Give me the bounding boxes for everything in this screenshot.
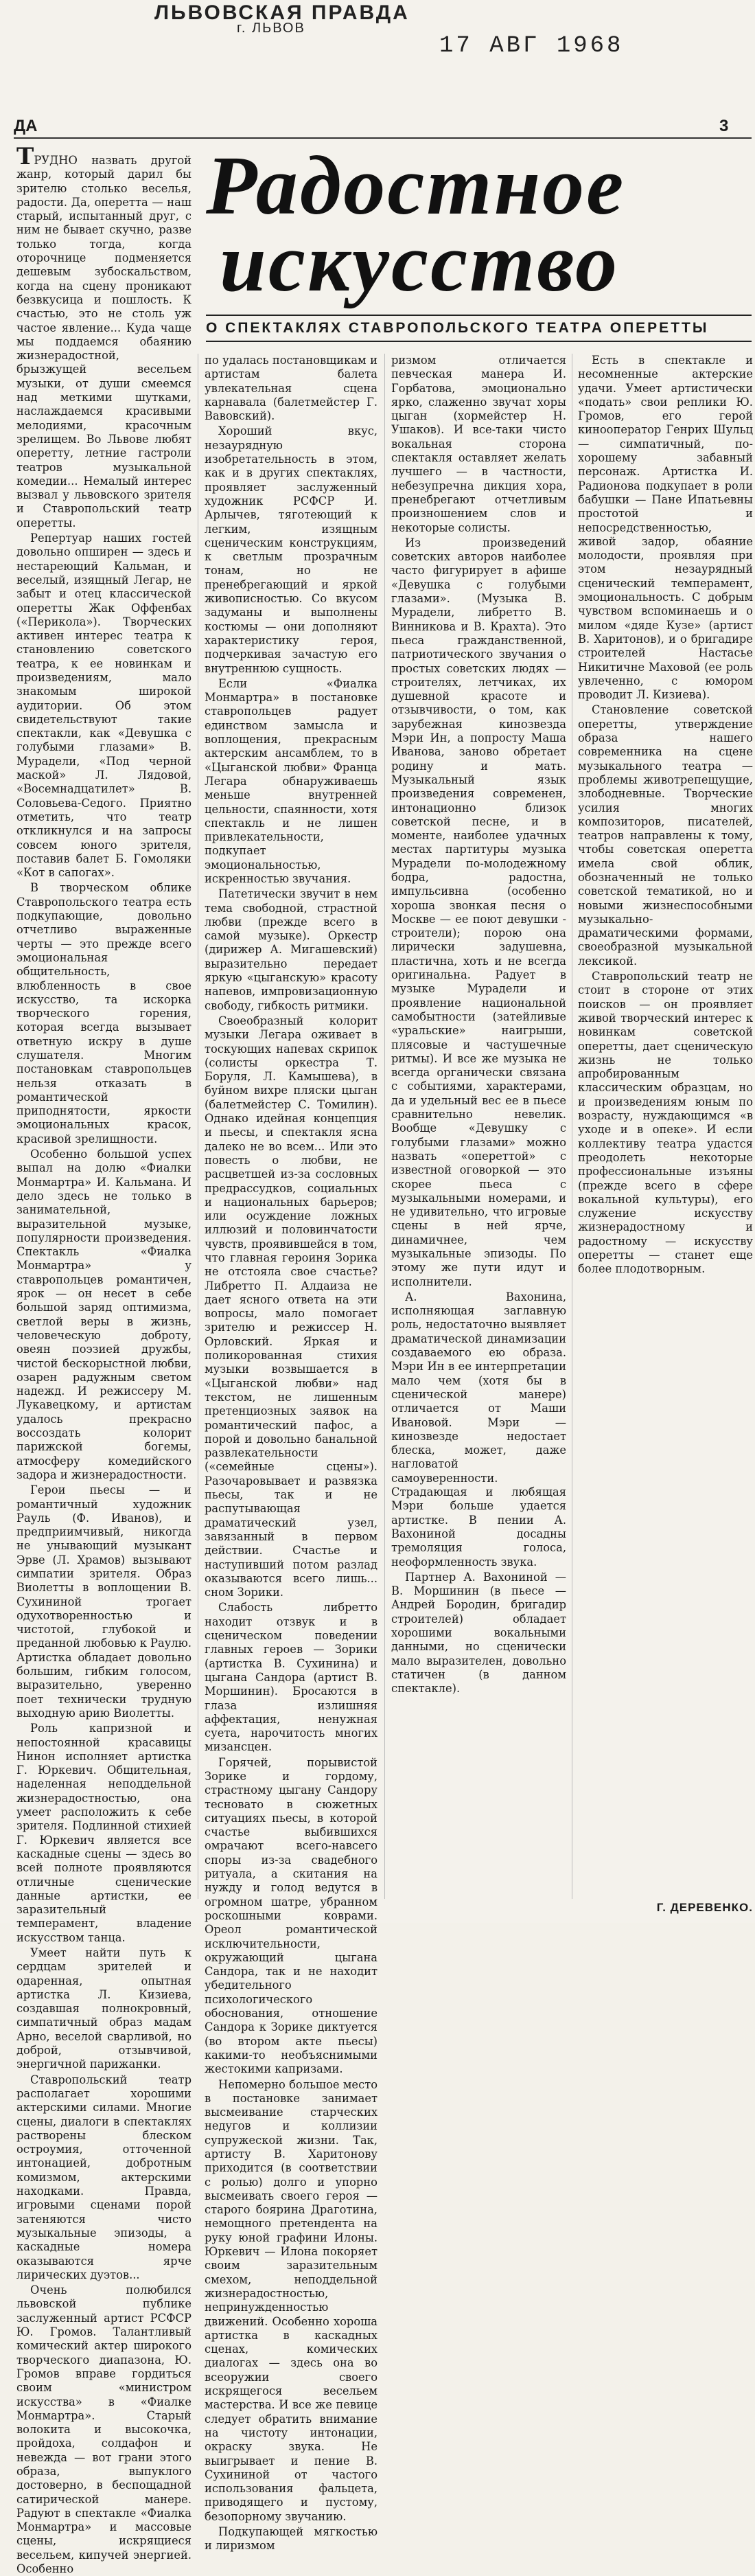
paragraph: Роль капризной и непостоянной красавицы Нинон исполняет артистка Г. Юркевич. Общительная, наделенная неподдельной жизнерадостностью, она умеет расположить к себе зрителя. Подлинной стихией Г. Юркевич является все каскадные сцены — здесь во всей полноте проявляются отличные сценические данные артистки, ее заразительный темперамент, владение искусством танца. [16, 1722, 191, 1944]
article-column-4 [578, 354, 753, 1902]
paragraph: А. Вахонина, исполняющая заглавную роль, недостаточно выявляет драматической динамизации создаваемого ею образа. Мэри Ин в ее интерпретации мало чем (хотя бы в сценической манере) отличается от Маши Ивановой. Мэри — кинозвезде недостает блеска, может, даже нагловатой самоуверенности. Страдающая и любящая Мэри больше удается артистке. В пении А. Вахониной досадны тремоляция голоса, неоформленность звука. [391, 1290, 566, 1569]
running-head-left: ДА [14, 117, 38, 135]
page-number: 3 [719, 117, 729, 135]
title-line-2: искусство [220, 216, 620, 310]
paragraph: Своеобразный колорит музыки Легара оживает в тоскующих напевах скрипок (солисты оркестра Т. Боруля, Л. Камышева), в буйном вихре пляски цыган (балетмейстер С. Томилин). Однако идейная концепция и пьесы, и спектакля ясна далеко не во всем... Или это повесть о любви, не расцветшей из-за сословных предрассудков, социальных и национальных барьеров; или осуждение ложных иллюзий и половинчатости чувств, проявившейся в том, что главная героиня Зорика не отстояла свое счастье? Либретто П. Алдаиза не дает ясного ответа на эти вопросы, мало помогает зрителю и режиссер Н. Орловский. Яркая и поликорованная стихия музыки возвышается в «Цыганской любви» над текстом, не лишенным претенциозных заявок на романтический пафос, а порой и довольно банальной развлекательности («семейные сцены»). Разочаровывает и развязка пьесы, так и не распутывающая драматический узел, завязанный в первом действии. Счастье и наступивший потом разлад оказываются всего лишь... сном Зорики. [205, 1014, 378, 1599]
newspaper-city: г. ЛЬВОВ [237, 21, 305, 36]
clipping-date: 17 АВГ 1968 [439, 33, 624, 59]
paragraph: Репертуар наших гостей довольно опширен — здесь и нестареющий Кальман, и веселый, изящный Легар, не забыт и отец классической оперетты Жак Оффенбах («Перикола»). Творческих активен интерес театра к становлению советского театра, к ее новинкам и произведениям, мало знакомым широкой аудитории. Об этом свидетельствуют такие спектакли, как «Девушка с голубыми глазами» В. Мурадели, «Под черной маской» Л. Лядовой, «Восемнадцатилет» В. Соловьева-Седого. Приятно отметить, что театр откликнулся и на запросы совсем юного зрителя, поставив балет Б. Гомоляки «Кот в сапогах». [16, 532, 191, 880]
paragraph: по удалась постановщикам и артистам балета увлекательная сцена карнавала (балетмейстер Г. Вавовский). [205, 354, 378, 423]
paragraph: Ставропольский театр не стоит в стороне от этих поисков — он проявляет живой творческий интерес к новинкам советской оперетты, дает сценическую жизнь не только апробированным классическим образцам, но и произведениям юным по возрасту, нуждающимся «в уходе и в опеке». И если коллективу театра удастся преодолеть некоторые профессиональные изъяны (прежде всего в сфере вокальной культуры), его служение искусству жизнерадостному и радостному — искусству оперетты — станет еще более плодотворным. [578, 970, 753, 1276]
paragraph: Особенно большой успех выпал на долю «Фиалки Монмартра» И. Кальмана. И дело здесь не только в занимательной, выразительной музыке, популярности произведения. Спектакль «Фиалка Монмартра» у ставропольцев романтичен, ярок — он несет в себе большой заряд оптимизма, светлой веры в жизнь, человеческую доброту, овеян поэзией дружбы, чистой бескорыстной любви, озарен радужным светом надежд. И режиссеру М. Лукавецкому, и артистам удалось прекрасно воссоздать колорит парижской богемы, атмосферу комедийского задора и жизнерадостности. [16, 1148, 191, 1481]
paragraph: ризмом отличается певческая манера И. Горбатова, эмоционально ярко, слаженно звучат хоры цыган (хормейстер Н. Ушаков). И все-таки чисто вокальная сторона спектакля оставляет желать лучшего — в частности, небезупречна дикция хора, пренебрегают отчетливым произношением слов и некоторые солисты. [391, 354, 566, 534]
paragraph: Становление советской оперетты, утверждение образа нашего современника на сцене музыкального театра — проблемы животрепещущие, злободневные. Творческие усилия многих композиторов, писателей, театров направлены к тому, чтобы советская оперетта имела свой облик, обозначенный не только советской тематикой, но и новыми жизнеспособными музыкально-драматическими формами, своеобразной музыкальной лексикой. [578, 703, 753, 968]
paragraph: Хороший вкус, незаурядную изобретательность в этом, как и в других спектаклях, проявляет заслуженный художник РСФСР И. Арлычев, тяготеющий к легким, изящным сценическим конструкциям, к светлым прозрачным тонам, но не пренебрегающий и яркой живописностью. Со вкусом задуманы и выполнены костюмы — они дополняют характеристику героя, подчеркивая зачастую его внутреннюю сущность. [205, 424, 378, 675]
header-rule [14, 137, 752, 139]
drop-cap: Т [16, 143, 34, 170]
masthead-stamp [154, 1, 511, 36]
newspaper-name: ЛЬВОВСКАЯ ПРАВДА [154, 1, 410, 24]
article-title [206, 139, 752, 310]
column-divider [384, 354, 385, 1899]
paragraph: Если «Фиалка Монмартра» в постановке ставропольцев радует единством замысла и воплощения, прекрасным актерским ансамблем, то в «Цыганской любви» Франца Легара обнаруживаешь меньше внутренней цельности, спаянности, хотя спектакль и не лишен привлекательности, подкупает эмоциональностью, искренностью звучания. [205, 676, 378, 885]
paragraph: Непомерно большое место в постановке занимает высмеивание старческих недугов и коллизии супружеской жизни. Так, артисту В. Харитонову приходится (в соответствии с ролью) долго и упорно высмеивать своего героя — старого боярина Драготина, немощного претендента на руку юной графини Илоны. Юркевич — Илона покоряет своим заразительным смехом, неподдельной жизнерадостностью, непринужденностью движений. Особенно хороша артистка в каскадных сценах, комических диалогах — здесь она во всеоружии своего искрящегося весельем мастерства. И все же певице следует обратить внимание на чистоту интонации, окраску звука. Не выигрывает и пение В. Сухининой от частого использования фальцета, приводящего и пустому, безопорному звучанию. [205, 2077, 378, 2523]
paragraph: Слабость либретто находит отзвук и в сценическом поведении главных героев — Зорики (артистка В. Сухинина) и цыгана Сандора (артист В. Моршинин). Бросаются в глаза излишняя аффектация, ненужная суета, нарочитость многих мизансцен. [205, 1601, 378, 1754]
article-column-1 [16, 143, 191, 2576]
paragraph: Партнер А. Вахониной — В. Моршинин (в пьесе — Андрей Бородин, бригадир строителей) обладает хорошими вокальными данными, но сценически мало выразителен, довольно статичен (в данном спектакле). [391, 1570, 566, 1696]
paragraph: Патетически звучит в нем тема свободной, страстной любви (прежде всего в самой музыке). Оркестр (дирижер А. Мигашевский) выразительно передает яркую «цыганскую» красоту напевов, импровизационную свободу, гибкость ритмики. [205, 887, 378, 1012]
paragraph: Подкупающей мягкостью и лиризмом [205, 2525, 378, 2553]
paragraph: Герои пьесы — и романтичный художник Рауль (Ф. Иванов), и предприимчивый, никогда не унывающий музыкант Эрве (Л. Храмов) вызывают симпатии зрителя. Образ Виолетты в воплощении В. Сухининой трогает одухотворенностью и чистотой, глубокой и преданной любовью к Раулю. Артистка обладает довольно большим, гибким голосом, выразительно, уверенно поет технически трудную выходную арию Виолетты. [16, 1483, 191, 1720]
article-column-2 [205, 354, 378, 2553]
paragraph: Умеет найти путь к сердцам зрителей и одаренная, опытная артистка Л. Кизиева, создавшая полнокровный, симпатичный образ мадам Арно, веселой сварливой, но доброй, отзывчивой, энергичной парижанки. [16, 1946, 191, 2071]
article-column-3 [391, 354, 566, 1902]
paragraph: Очень полюбился львовской публике заслуженный артист РСФСР Ю. Громов. Талантливый комический актер широкого творческого диапазона, Ю. Громов вправе гордиться своим «министром искусства» в «Фиалке Монмартра». Старый волокита и высокочка, пройдоха, солдафон и невежда — вот грани этого образа, выпуклого достоверно, в беспощадной сатирической манере. Радуют в спектакле «Фиалка Монмартра» и массовые сцены, искрящиеся весельем, кипучей энергией. Особенно [16, 2283, 191, 2576]
paragraph: Ставропольский театр располагает хорошими актерскими силами. Многие сцены, диалоги в спектаклях растворены блеском остроумия, отточенной интонацией, добротным комизмом, актерскими находками. Правда, игровыми сценами порой затеняются чисто музыкальные эпизоды, а каскадные номера оказываются ярче лирических дуэтов... [16, 2073, 191, 2281]
paragraph: Из произведений советских авторов наиболее часто фигурирует в афише «Девушка с голубыми глазами». (Музыка В. Мурадели, либретто В. Винникова и В. Крахта). Это пьеса гражданственной, патриотического звучания о простых советских людях — строителях, летчиках, их душевной красоте и отзывчивости, о том, как зарубежная кинозвезда Мэри Ин, а попросту Маша Иванова, заново обретает родину и мать. Музыкальный язык произведения современен, интонационно близок советской песне, и в моменте, наиболее удачных местах партитуры музыка Мурадели по-молодежному бодра, радостна, импульсивна (особенно хороша звонкая песня о Москве — ее поют девушки - строители); порою она лирически задушевна, пластична, хоть и не всегда оригинальна. Радует в музыке Мурадели и проявление национальной самобытности (затейливые «уральские» наигрыши, плясовые и частушечные ритмы). И все же музыка не всегда органически связана с событиями, характерами, да и удельный вес ее в пьесе сравнительно невелик. Вообще «Девушку с голубыми глазами» можно назвать «опереттой» с известной оговоркой — это скорее пьеса с музыкальными номерами, и не удивительно, что игровые сцены в ней ярче, динамичнее, чем музыкальные эпизоды. По этому же пути идут и исполнители. [391, 536, 566, 1288]
paragraph: В творческом облике Ставропольского театра есть подкупающие, довольно отчетливо выраженные черты — это прежде всего эмоциональная общительность, влюбленность в свое искусство, та искорка творческого горения, которая всегда вызывает ответную искру в душе слушателя. Многим постановкам ставропольцев нельзя отказать в романтической приподнятости, яркости эмоциональных красок, красивой зрелищности. [16, 881, 191, 1145]
paragraph: ТРУДНО назвать другой жанр, который дарил бы зрителю столько веселья, радости. Да, оперетта — наш старый, испытанный друг, с ним не бывает скучно, разве только тогда, когда оторочнице подменяется дешевым зубоскальством, когда на сцену проникают безвкусица и пошлость. К счастью, это не столь уж частое явление... Куда чаще мы поддаемся обаянию жизнерадостной, брызжущей весельем музыки, от души смеемся над меткими шутками, наслаждаемся красивыми мелодиями, красочным зрелищем. Во Львове любят оперетту, летние гастроли театров музыкальной комедии... Немалый интерес вызвал у львовского зрителя и Ставропольский театр оперетты. [16, 143, 191, 529]
paragraph: Горячей, порывистой Зорике и гордому, страстному цыгану Сандору тесновато в сюжетных ситуациях пьесы, в которой счастье выбившихся омрачают всего-навсего споры из-за свадебного ритуала, а скитания на нужду и голод ведутся в огромном шатре, убранном роскошными коврами. Ореол романтической исключительности, окружающий цыгана Сандора, так и не находит убедительного психологического обоснования, отношение Сандора к Зорике диктуется (во втором акте пьесы) какими-то необъяснимыми жестокими капризами. [205, 1755, 378, 2076]
paragraph: Есть в спектакле и несомненные актерские удачи. Умеет артистически «подать» свои реплики Ю. Громов, его герой кинооператор Генрих Шульц — симпатичный, по-хорошему забавный персонаж. Артистка И. Радионова подкупает в роли бабушки — Пане Ипатьевны простотой и непосредственностью, живой задор, обаяние молодости, проявляя при этом незаурядный сценический темперамент, эмоциональность. С добрым чувством вспоминаешь и о милом «дяде Кузе» (артист В. Харитонов), и о бригадире строителей Настасье Никитичне Маховой (ее роль увлеченно, с юмором проводит Л. Кизиева). [578, 354, 753, 702]
article-subtitle: О СПЕКТАКЛЯХ СТАВРОПОЛЬСКОГО ТЕАТРА ОПЕРЕТТЫ [206, 315, 752, 342]
title-line-1: Радостное [206, 139, 626, 232]
author-signature: Г. ДЕРЕВЕНКО. [656, 1901, 753, 1914]
